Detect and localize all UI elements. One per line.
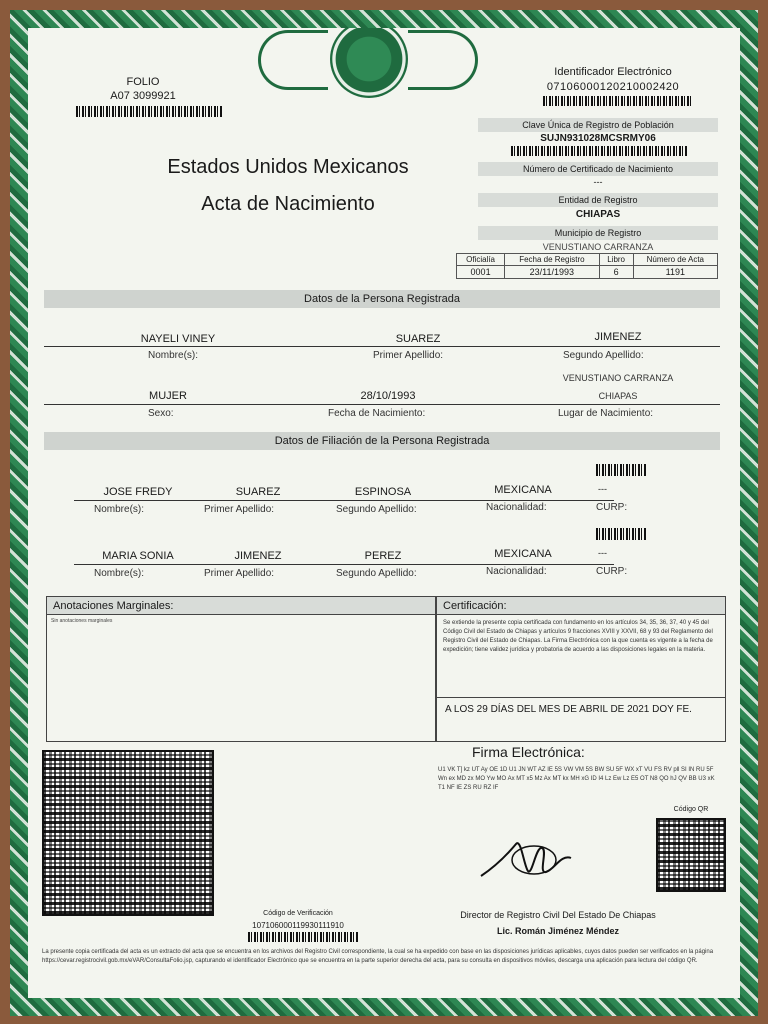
qr-label: Código QR [673, 806, 709, 813]
padre-apellido2: ESPINOSA [354, 486, 412, 498]
padre-curp-label: CURP: [596, 502, 628, 513]
persona-lugar-label: Lugar de Nacimiento: [558, 408, 654, 419]
verificacion-value: 107106000119930111910 [252, 921, 344, 930]
padre-curp-barcode [596, 464, 646, 476]
document-title: Acta de Nacimiento [201, 193, 375, 215]
padre-nombre: JOSE FREDY [103, 486, 173, 498]
madre-apellido1-label: Primer Apellido: [204, 568, 275, 579]
table-cell: 6 [599, 266, 633, 279]
curp-value: SUJN931028MCSRMY06 [540, 133, 656, 144]
curp-label: Clave Única de Registro de Población [478, 118, 718, 132]
table-row [457, 266, 718, 279]
director-name: Lic. Román Jiménez Méndez [496, 926, 620, 936]
padre-nombre-label: Nombre(s): [94, 504, 145, 515]
entidad-label: Entidad de Registro [478, 193, 718, 207]
identificador-barcode [543, 96, 693, 106]
entidad-value: CHIAPAS [575, 209, 621, 220]
identificador-label: Identificador Electrónico [554, 66, 672, 78]
certificacion-title: Certificación: [437, 597, 725, 615]
padre-apellido1: SUAREZ [235, 486, 281, 498]
madre-apellido1: JIMENEZ [234, 550, 282, 562]
persona-nombre-label: Nombre(s): [148, 350, 199, 361]
ornament-left [258, 30, 328, 90]
curp-barcode [511, 146, 687, 156]
country-title: Estados Unidos Mexicanos [167, 156, 409, 178]
persona-section-title: Datos de la Persona Registrada [44, 290, 720, 308]
madre-nacionalidad: MEXICANA [494, 548, 552, 560]
table-cell: 0001 [457, 266, 505, 279]
identificador-value: 07106000120210002420 [546, 81, 680, 93]
birth-certificate-sheet [10, 10, 758, 1016]
folio-barcode [76, 106, 222, 117]
certificate-body [28, 28, 740, 998]
padre-curp: --- [598, 484, 607, 494]
padre-nacionalidad: MEXICANA [494, 484, 552, 496]
persona-apellido1-label: Primer Apellido: [373, 350, 444, 361]
padre-apellido2-label: Segundo Apellido: [336, 504, 417, 515]
certificacion-box [436, 596, 726, 742]
table-header: Número de Acta [633, 254, 717, 266]
firma-hash: U1 VK T] kz UT Ay OE 1D U1 JN WT AZ IE 5S VW VM 5S BW SU 5F WX xT VU FS RV pll SI IN RU 5F Wn ex MD zx MO Yw MO Ax MT x5 Mz Ax MT kx MH xG ID I4 Lz Ew Lz E5 OT N8 QO hJ QV BB U3 xK T1 NF IE ZS RU RZ IF [438, 767, 715, 791]
madre-apellido2-label: Segundo Apellido: [336, 568, 417, 579]
persona-fecha-label: Fecha de Nacimiento: [328, 408, 426, 419]
certificado-label: Número de Certificado de Nacimiento [478, 162, 718, 176]
table-header: Libro [599, 254, 633, 266]
certificacion-fecha: A LOS 29 DÍAS DEL MES DE ABRIL DE 2021 DOY FE. [437, 697, 725, 722]
madre-curp-barcode [596, 528, 646, 540]
anotaciones-title: Anotaciones Marginales: [47, 597, 435, 615]
ornament-right [408, 30, 478, 90]
anotaciones-text: Sin anotaciones marginales [51, 618, 113, 624]
header-ornament [258, 28, 478, 110]
table-cell: 23/11/1993 [505, 266, 599, 279]
qr-code-large-icon [42, 750, 214, 916]
table-row [457, 254, 718, 266]
persona-apellido1: SUAREZ [395, 333, 441, 345]
persona-apellido2: JIMENEZ [594, 331, 642, 343]
persona-lugar1: VENUSTIANO CARRANZA [562, 373, 674, 383]
table-cell: 1191 [633, 266, 717, 279]
municipio-value: VENUSTIANO CARRANZA [542, 242, 654, 252]
table-header: Oficialía [457, 254, 505, 266]
qr-code-small-icon [656, 818, 726, 892]
certificado-value: --- [593, 177, 603, 187]
verificacion-label: Código de Verificación [263, 910, 333, 917]
firma-title: Firma Electrónica: [472, 744, 585, 760]
table-header: Fecha de Registro [505, 254, 599, 266]
registro-table [456, 253, 718, 279]
madre-curp-label: CURP: [596, 566, 628, 577]
persona-fecha: 28/10/1993 [360, 390, 416, 402]
director-title: Director de Registro Civil Del Estado De Chiapas [460, 910, 656, 920]
divider [74, 564, 614, 565]
padre-apellido1-label: Primer Apellido: [204, 504, 275, 515]
verificacion-barcode [248, 932, 358, 942]
filiacion-section-title: Datos de Filiación de la Persona Registrada [44, 432, 720, 450]
folio-value: A07 3099921 [110, 90, 176, 102]
madre-curp: --- [598, 548, 607, 558]
madre-apellido2: PEREZ [364, 550, 402, 562]
madre-nombre: MARIA SONIA [102, 550, 174, 562]
national-seal-icon [330, 28, 408, 98]
footer-legal-text: La presente copia certificada del acta es un extracto del acta que se encuentra en los archivos del Registro Civil correspondiente, la cual se ha expedido con base en las disposiciones jurídicas aplicables, cuyos datos pueden ser verificados en la página https://cevar.registrocivil.gob.mx/eVAR/ConsultaFolio.jsp, capturando el identificador Electrónico que se encuentra en la parte superior derecha del acta, para su consulta en dispositivos móviles, descarga una aplicación para lectura del código QR. [42, 949, 714, 964]
folio-label: FOLIO [126, 76, 160, 88]
madre-nacionalidad-label: Nacionalidad: [486, 566, 547, 577]
municipio-label: Municipio de Registro [478, 226, 718, 240]
anotaciones-box [46, 596, 436, 742]
divider [44, 404, 720, 405]
padre-nacionalidad-label: Nacionalidad: [486, 502, 547, 513]
signature-icon [476, 836, 576, 886]
persona-lugar2: CHIAPAS [598, 391, 638, 401]
persona-apellido2-label: Segundo Apellido: [563, 350, 644, 361]
persona-nombre: NAYELI VINEY [140, 333, 216, 345]
madre-nombre-label: Nombre(s): [94, 568, 145, 579]
certificacion-text: Se extiende la presente copia certificada con fundamento en los artículos 34, 35, 36, 37, 40 y 45 del Código Civil del Estado de Chiapas y artículos 9 fracciones XVIII y XXVII, 68 y 93 del Reglamento del Registro Civil del Estado de Chiapas. La Firma Electrónica con la que cuenta es vigente a la fecha de expedición; tiene validez jurídica y probatoria de acuerdo a las disposiciones legales en la materia. [443, 620, 713, 653]
persona-sexo-label: Sexo: [148, 408, 174, 419]
persona-sexo: MUJER [149, 390, 187, 402]
divider [74, 500, 614, 501]
divider [44, 346, 720, 347]
